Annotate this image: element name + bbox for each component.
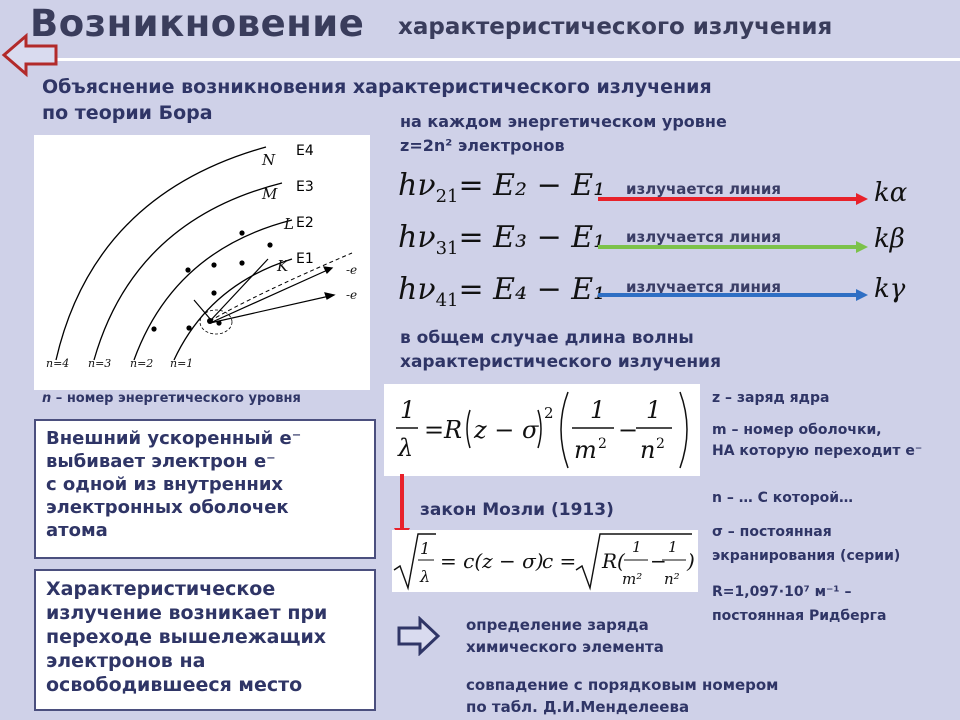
explanation-line1: Объяснение возникновения характеристического излучения — [42, 76, 712, 98]
transition-formula-1: $h\nu_{21}= E_2 - E_1$ — [398, 168, 606, 207]
box-external-electron — [34, 419, 376, 559]
svg-text:1: 1 — [420, 539, 431, 558]
caption-rest: – номер энергетического уровня — [51, 391, 301, 406]
shell-label-k: K — [277, 257, 289, 275]
svg-text:1: 1 — [632, 538, 642, 556]
header-divider — [30, 58, 960, 61]
moseley-law-label: закон Мозли (1913) — [420, 500, 614, 520]
caption-n: n — [42, 391, 52, 406]
line-label-k-gamma: kγ — [874, 274, 906, 304]
box1-line2: выбивает электрон е⁻ — [46, 451, 276, 472]
rydberg-formula-graphic — [384, 384, 700, 476]
svg-text:= c(z − σ): = c(z − σ) — [440, 549, 544, 573]
box1-line4: электронных оболочек — [46, 497, 289, 518]
electron-label-1: -e — [346, 263, 358, 277]
general-case-line1: в общем случае длина волны — [400, 328, 694, 348]
svg-text:): ) — [687, 549, 695, 573]
electrons-per-level-line2: z=2n² электронов — [400, 136, 565, 155]
n-label-2: n=2 — [130, 357, 154, 370]
transition-formula-3: $h\nu_{41}= E_4 - E_1$ — [398, 272, 606, 311]
n-label-3: n=3 — [88, 357, 112, 370]
electron-label-2: -e — [346, 288, 358, 302]
moseley-formula — [392, 530, 698, 592]
svg-text:2: 2 — [656, 436, 665, 452]
box1-line5: атома — [46, 520, 108, 541]
back-arrow-icon[interactable] — [0, 30, 60, 80]
rydberg-formula — [384, 384, 700, 476]
emission-text-3: излучается линия — [626, 278, 782, 296]
svg-text:1: 1 — [646, 396, 662, 424]
svg-text:2: 2 — [544, 404, 554, 422]
note-m-line2: НА которую переходит e⁻ — [712, 443, 923, 459]
shell-label-l: L — [284, 215, 294, 233]
emission-text-2: излучается линия — [626, 228, 782, 246]
coincidence-line2: по табл. Д.И.Менделеева — [466, 698, 690, 716]
note-z: z – заряд ядра — [712, 390, 830, 406]
box2-line4: электронов на — [46, 650, 206, 672]
bohr-diagram — [34, 135, 370, 390]
transitions-block — [398, 168, 918, 328]
note-r-line1: R=1,097·10⁷ м⁻¹ – — [712, 584, 852, 600]
box2-line5: освободившееся место — [46, 674, 303, 696]
svg-text:2: 2 — [598, 436, 607, 452]
diagram-caption — [42, 391, 301, 406]
box-characteristic-radiation — [34, 569, 376, 711]
note-n: n – … С которой… — [712, 490, 854, 506]
box2-line3: переходе вышележащих — [46, 626, 327, 648]
right-arrow-icon — [396, 616, 442, 656]
electrons-per-level-line1: на каждом энергетическом уровне — [400, 112, 727, 131]
note-sigma-line2: экранирования (серии) — [712, 548, 901, 564]
svg-text:1: 1 — [400, 396, 416, 424]
transition-formula-2: $h\nu_{31}= E_3 - E_1$ — [398, 220, 606, 259]
arrow-blue — [598, 288, 868, 302]
n-label-4: n=4 — [46, 357, 70, 370]
bohr-shells-graphic — [34, 135, 370, 390]
svg-text:1: 1 — [590, 396, 606, 424]
box2-line2: излучение возникает при — [46, 602, 328, 624]
general-case-line2: характеристического излучения — [400, 352, 721, 372]
note-r-line2: постоянная Ридберга — [712, 608, 887, 624]
svg-text:n: n — [640, 436, 656, 464]
svg-text:n²: n² — [664, 570, 680, 588]
note-sigma-line1: σ – постоянная — [712, 524, 832, 540]
svg-text:m: m — [574, 436, 597, 464]
note-m-line1: m – номер оболочки, — [712, 422, 882, 438]
svg-text:1: 1 — [668, 538, 678, 556]
energy-label-e3: E3 — [296, 179, 314, 195]
svg-text:−: − — [650, 549, 667, 573]
shell-label-n: N — [262, 151, 276, 169]
svg-text:z − σ: z − σ — [474, 416, 539, 444]
line-label-k-beta: kβ — [874, 224, 905, 254]
energy-label-e2: E2 — [296, 215, 314, 231]
energy-label-e1: E1 — [296, 251, 314, 267]
line-label-k-alpha: kα — [874, 178, 908, 208]
box1-line3: с одной из внутренних — [46, 474, 284, 495]
shell-label-m: M — [262, 185, 278, 203]
n-label-1: n=1 — [170, 357, 194, 370]
explanation-line2: по теории Бора — [42, 102, 213, 124]
emission-text-1: излучается линия — [626, 180, 782, 198]
energy-label-e4: E4 — [296, 143, 314, 159]
svg-text:R: R — [444, 416, 463, 444]
svg-text:−: − — [618, 416, 639, 444]
box1-line1: Внешний ускоренный e⁻ — [46, 428, 302, 449]
arrow-green — [598, 240, 868, 254]
determination-line1: определение заряда — [466, 616, 649, 634]
box2-line1: Характеристическое — [46, 578, 276, 600]
arrow-red — [598, 192, 868, 206]
page-title: Возникновение — [30, 2, 365, 45]
coincidence-line1: совпадение с порядковым номером — [466, 676, 779, 694]
moseley-formula-graphic — [392, 530, 698, 592]
svg-text:λ: λ — [420, 567, 431, 586]
svg-text:R(: R( — [602, 549, 625, 573]
svg-text:c =: c = — [542, 549, 577, 573]
determination-line2: химического элемента — [466, 638, 664, 656]
svg-text:=: = — [424, 416, 445, 444]
svg-text:λ: λ — [398, 434, 414, 462]
svg-text:m²: m² — [622, 570, 643, 588]
page-subtitle: характеристического излучения — [398, 14, 833, 40]
